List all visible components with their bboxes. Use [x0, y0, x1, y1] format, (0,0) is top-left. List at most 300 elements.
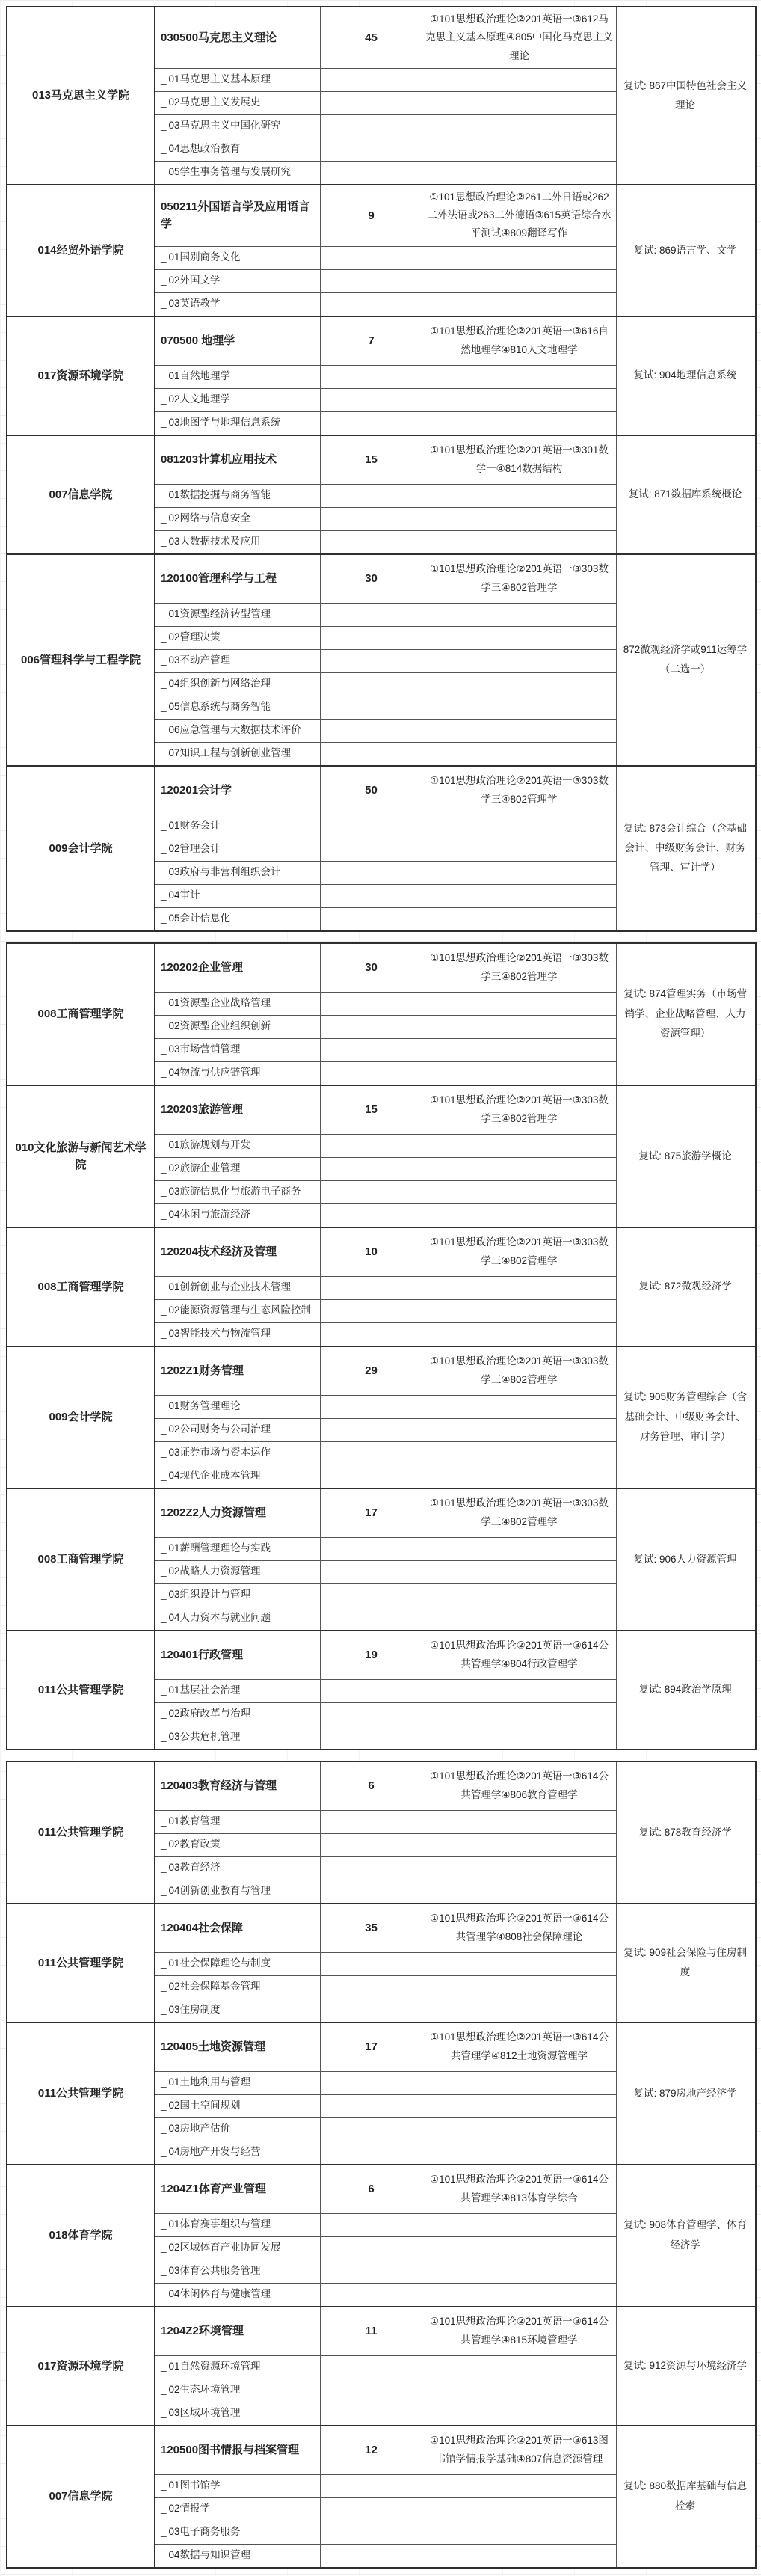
- empty-quota-cell: [321, 907, 422, 930]
- empty-quota-cell: [321, 1134, 422, 1157]
- empty-quota-cell: [321, 1203, 422, 1227]
- exam-subjects-cell: ①101思想政治理论②201英语一③303数学三④802管理学: [422, 1489, 617, 1537]
- college-cell: 007信息学院: [7, 2426, 155, 2567]
- direction-cell: _ 01薪酬管理理论与实践: [155, 1537, 321, 1560]
- direction-cell: _ 03房地产估价: [155, 2117, 321, 2141]
- college-group: [7, 2164, 755, 2306]
- direction-cell: _ 03体育公共服务管理: [155, 2260, 321, 2283]
- empty-quota-cell: [321, 1975, 422, 1999]
- empty-quota-cell: [321, 1560, 422, 1583]
- empty-quota-cell: [321, 1015, 422, 1038]
- empty-exam-cell: [422, 2236, 617, 2260]
- quota-cell: 15: [321, 1086, 422, 1134]
- direction-cell: _ 04现代企业成本管理: [155, 1465, 321, 1488]
- direction-cell: _ 01教育管理: [155, 1810, 321, 1833]
- direction-cell: _ 02政府改革与治理: [155, 1702, 321, 1726]
- major-cell: 120405土地资源管理: [155, 2023, 321, 2071]
- empty-exam-cell: [422, 411, 617, 435]
- exam-subjects-cell: ①101思想政治理论②201英语一③612马克思主义基本原理④805中国化马克思主义理论: [422, 7, 617, 68]
- empty-exam-cell: [422, 2544, 617, 2567]
- direction-cell: _ 05信息系统与商务智能: [155, 696, 321, 719]
- quota-cell: 10: [321, 1228, 422, 1276]
- direction-cell: _ 03大数据技术及应用: [155, 530, 321, 553]
- direction-cell: _ 02网络与信息安全: [155, 507, 321, 530]
- empty-quota-cell: [321, 1180, 422, 1203]
- empty-exam-cell: [422, 1299, 617, 1322]
- retest-cell: 复试: 869语言学、文学: [633, 244, 737, 256]
- direction-cell: _ 04思想政治教育: [155, 138, 321, 161]
- direction-cell: _ 03旅游信息化与旅游电子商务: [155, 1180, 321, 1203]
- major-cell: 1202Z1财务管理: [155, 1347, 321, 1395]
- empty-quota-cell: [321, 2521, 422, 2544]
- exam-subjects-cell: ①101思想政治理论②201英语一③614公共管理学④815环境管理学: [422, 2307, 617, 2355]
- empty-quota-cell: [321, 1038, 422, 1061]
- college-cell: 009会计学院: [7, 1347, 155, 1488]
- empty-exam-cell: [422, 1157, 617, 1180]
- major-cell: 1204Z2环境管理: [155, 2307, 321, 2355]
- empty-exam-cell: [422, 742, 617, 765]
- empty-exam-cell: [422, 2497, 617, 2521]
- empty-exam-cell: [422, 2355, 617, 2379]
- direction-cell: _ 02旅游企业管理: [155, 1157, 321, 1180]
- empty-exam-cell: [422, 1560, 617, 1583]
- direction-cell: _ 03电子商务服务: [155, 2521, 321, 2544]
- empty-exam-cell: [422, 1607, 617, 1630]
- college-cell: 011公共管理学院: [7, 1631, 155, 1749]
- retest-cell: 复试: 875旅游学概论: [638, 1150, 732, 1162]
- exam-subjects-cell: ①101思想政治理论②201英语一③303数学三④802管理学: [422, 1347, 617, 1395]
- empty-exam-cell: [422, 1880, 617, 1903]
- direction-cell: _ 01创新创业与企业技术管理: [155, 1276, 321, 1299]
- exam-subjects-cell: ①101思想政治理论②201英语一③614公共管理学④804行政管理学: [422, 1631, 617, 1679]
- quota-cell: 17: [321, 1489, 422, 1537]
- exam-subjects-cell: ①101思想政治理论②201英语一③303数学三④802管理学: [422, 1086, 617, 1134]
- major-cell: 081203计算机应用技术: [155, 436, 321, 484]
- college-group: [7, 944, 755, 1085]
- empty-exam-cell: [422, 1702, 617, 1726]
- college-cell: 008工商管理学院: [7, 1489, 155, 1630]
- direction-cell: _ 02资源型企业组织创新: [155, 1015, 321, 1038]
- major-cell: 120404社会保障: [155, 1904, 321, 1952]
- table-segment: [6, 942, 757, 1750]
- direction-cell: _ 01体育赛事组织与管理: [155, 2213, 321, 2236]
- table-segment: [6, 6, 757, 932]
- empty-quota-cell: [321, 2379, 422, 2402]
- major-cell: 120100管理科学与工程: [155, 555, 321, 603]
- direction-cell: _ 04审计: [155, 884, 321, 907]
- college-cell: 010文化旅游与新闻艺术学院: [7, 1086, 155, 1227]
- college-group: [7, 435, 755, 553]
- direction-cell: _ 04组织创新与网络治理: [155, 672, 321, 696]
- empty-quota-cell: [321, 2544, 422, 2567]
- empty-quota-cell: [321, 1952, 422, 1975]
- empty-quota-cell: [321, 1702, 422, 1726]
- empty-exam-cell: [422, 1038, 617, 1061]
- direction-cell: _ 02战略人力资源管理: [155, 1560, 321, 1583]
- empty-quota-cell: [321, 861, 422, 884]
- empty-quota-cell: [321, 742, 422, 765]
- empty-quota-cell: [321, 992, 422, 1015]
- exam-subjects-cell: ①101思想政治理论②201英语一③614公共管理学④813体育学综合: [422, 2165, 617, 2213]
- empty-quota-cell: [321, 1679, 422, 1702]
- college-cell: 017资源环境学院: [7, 2307, 155, 2425]
- empty-exam-cell: [422, 1537, 617, 1560]
- college-group: [7, 1085, 755, 1227]
- empty-exam-cell: [422, 884, 617, 907]
- college-cell: 011公共管理学院: [7, 1762, 155, 1903]
- direction-cell: _ 02管理会计: [155, 838, 321, 861]
- exam-subjects-cell: ①101思想政治理论②201英语一③303数学三④802管理学: [422, 555, 617, 603]
- empty-quota-cell: [321, 1465, 422, 1488]
- direction-cell: _ 02社会保障基金管理: [155, 1975, 321, 1999]
- empty-quota-cell: [321, 1441, 422, 1465]
- empty-quota-cell: [321, 1299, 422, 1322]
- quota-cell: 7: [321, 317, 422, 365]
- quota-cell: 30: [321, 555, 422, 603]
- college-cell: 009会计学院: [7, 767, 155, 930]
- direction-cell: _ 03政府与非营利组织会计: [155, 861, 321, 884]
- major-cell: 070500 地理学: [155, 317, 321, 365]
- empty-quota-cell: [321, 672, 422, 696]
- major-cell: 050211外国语言学及应用语言学: [155, 185, 321, 246]
- direction-cell: _ 01资源型经济转型管理: [155, 603, 321, 626]
- empty-quota-cell: [321, 1157, 422, 1180]
- quota-cell: 17: [321, 2023, 422, 2071]
- direction-cell: _ 01国别商务文化: [155, 246, 321, 269]
- empty-quota-cell: [321, 2497, 422, 2521]
- empty-quota-cell: [321, 484, 422, 507]
- college-group: [7, 1903, 755, 2022]
- empty-quota-cell: [321, 1810, 422, 1833]
- quota-cell: 12: [321, 2426, 422, 2474]
- direction-cell: _ 02马克思主义发展史: [155, 91, 321, 114]
- retest-cell: 复试: 873会计综合（含基础会计、中级财务会计、财务管理、审计学）: [623, 822, 748, 874]
- exam-subjects-cell: ①101思想政治理论②201英语一③616自然地理学④810人文地理学: [422, 317, 617, 365]
- direction-cell: _ 03公共危机管理: [155, 1726, 321, 1749]
- major-cell: 120203旅游管理: [155, 1086, 321, 1134]
- empty-quota-cell: [321, 269, 422, 292]
- empty-exam-cell: [422, 246, 617, 269]
- empty-quota-cell: [321, 603, 422, 626]
- direction-cell: _ 04房地产开发与经营: [155, 2141, 321, 2164]
- empty-exam-cell: [422, 2474, 617, 2497]
- college-group: [7, 316, 755, 435]
- retest-cell: 复试: 878教育经济学: [638, 1826, 732, 1838]
- empty-exam-cell: [422, 1418, 617, 1441]
- empty-quota-cell: [321, 2355, 422, 2379]
- empty-exam-cell: [422, 2521, 617, 2544]
- quota-cell: 11: [321, 2307, 422, 2355]
- college-cell: 013马克思主义学院: [7, 7, 155, 184]
- empty-exam-cell: [422, 696, 617, 719]
- direction-cell: _ 03教育经济: [155, 1856, 321, 1880]
- empty-quota-cell: [321, 696, 422, 719]
- empty-exam-cell: [422, 1015, 617, 1038]
- major-cell: 120201会计学: [155, 767, 321, 815]
- empty-exam-cell: [422, 365, 617, 388]
- empty-exam-cell: [422, 1203, 617, 1227]
- exam-subjects-cell: ①101思想政治理论②201英语一③614公共管理学④812土地资源管理学: [422, 2023, 617, 2071]
- empty-exam-cell: [422, 719, 617, 742]
- empty-exam-cell: [422, 815, 617, 838]
- empty-exam-cell: [422, 861, 617, 884]
- college-group: [7, 2306, 755, 2425]
- empty-quota-cell: [321, 1856, 422, 1880]
- empty-quota-cell: [321, 838, 422, 861]
- major-cell: 120500图书情报与档案管理: [155, 2426, 321, 2474]
- empty-exam-cell: [422, 114, 617, 138]
- direction-cell: _ 02国土空间规划: [155, 2094, 321, 2117]
- empty-quota-cell: [321, 388, 422, 411]
- direction-cell: _ 01财务管理理论: [155, 1395, 321, 1418]
- empty-exam-cell: [422, 2141, 617, 2164]
- retest-cell: 复试: 872微观经济学: [638, 1281, 732, 1292]
- empty-quota-cell: [321, 411, 422, 435]
- empty-quota-cell: [321, 1880, 422, 1903]
- quota-cell: 19: [321, 1631, 422, 1679]
- major-cell: 030500马克思主义理论: [155, 7, 321, 68]
- empty-exam-cell: [422, 2260, 617, 2283]
- empty-quota-cell: [321, 1537, 422, 1560]
- direction-cell: _ 03智能技术与物流管理: [155, 1322, 321, 1346]
- empty-exam-cell: [422, 2071, 617, 2094]
- empty-exam-cell: [422, 626, 617, 649]
- exam-subjects-cell: ①101思想政治理论②201英语一③613图书馆学情报学基础④807信息资源管理: [422, 2426, 617, 2474]
- empty-quota-cell: [321, 138, 422, 161]
- retest-cell: 复试: 871数据库系统概论: [628, 488, 742, 500]
- quota-cell: 35: [321, 1904, 422, 1952]
- direction-cell: _ 02生态环境管理: [155, 2379, 321, 2402]
- direction-cell: _ 04数据与知识管理: [155, 2544, 321, 2567]
- empty-exam-cell: [422, 1395, 617, 1418]
- empty-quota-cell: [321, 1061, 422, 1085]
- empty-quota-cell: [321, 815, 422, 838]
- exam-subjects-cell: ①101思想政治理论②261二外日语或262二外法语或263二外德语③615英语综合水平测试④809翻译写作: [422, 185, 617, 246]
- empty-exam-cell: [422, 292, 617, 316]
- direction-cell: _ 02管理决策: [155, 626, 321, 649]
- direction-cell: _ 01马克思主义基本原理: [155, 68, 321, 91]
- empty-quota-cell: [321, 2283, 422, 2306]
- direction-cell: _ 01基层社会治理: [155, 1679, 321, 1702]
- direction-cell: _ 01土地利用与管理: [155, 2071, 321, 2094]
- empty-quota-cell: [321, 2474, 422, 2497]
- empty-quota-cell: [321, 1833, 422, 1856]
- direction-cell: _ 03市场营销管理: [155, 1038, 321, 1061]
- direction-cell: _ 01图书馆学: [155, 2474, 321, 2497]
- retest-cell: 复试: 912资源与环境经济学: [623, 2360, 748, 2372]
- retest-cell: 复试: 874管理实务（市场营销学、企业战略管理、人力资源管理）: [623, 988, 748, 1039]
- direction-cell: _ 03地图学与地理信息系统: [155, 411, 321, 435]
- empty-exam-cell: [422, 1276, 617, 1299]
- empty-exam-cell: [422, 388, 617, 411]
- empty-exam-cell: [422, 1975, 617, 1999]
- empty-exam-cell: [422, 2379, 617, 2402]
- college-group: [7, 2425, 755, 2567]
- empty-quota-cell: [321, 1276, 422, 1299]
- empty-exam-cell: [422, 1952, 617, 1975]
- empty-exam-cell: [422, 672, 617, 696]
- empty-quota-cell: [321, 246, 422, 269]
- empty-exam-cell: [422, 992, 617, 1015]
- empty-exam-cell: [422, 907, 617, 930]
- empty-quota-cell: [321, 2260, 422, 2283]
- empty-quota-cell: [321, 2071, 422, 2094]
- empty-quota-cell: [321, 884, 422, 907]
- empty-quota-cell: [321, 1607, 422, 1630]
- empty-exam-cell: [422, 2117, 617, 2141]
- empty-quota-cell: [321, 68, 422, 91]
- direction-cell: _ 03不动产管理: [155, 649, 321, 672]
- retest-cell: 复试: 904地理信息系统: [633, 369, 737, 381]
- quota-cell: 30: [321, 944, 422, 992]
- empty-quota-cell: [321, 1395, 422, 1418]
- quota-cell: 29: [321, 1347, 422, 1395]
- direction-cell: _ 02公司财务与公司治理: [155, 1418, 321, 1441]
- exam-subjects-cell: ①101思想政治理论②201英语一③303数学三④802管理学: [422, 767, 617, 815]
- direction-cell: _ 01资源型企业战略管理: [155, 992, 321, 1015]
- empty-quota-cell: [321, 649, 422, 672]
- college-cell: 014经贸外语学院: [7, 185, 155, 316]
- empty-exam-cell: [422, 1726, 617, 1749]
- empty-quota-cell: [321, 719, 422, 742]
- exam-subjects-cell: ①101思想政治理论②201英语一③614公共管理学④806教育管理学: [422, 1762, 617, 1810]
- empty-exam-cell: [422, 649, 617, 672]
- college-cell: 008工商管理学院: [7, 1228, 155, 1346]
- major-cell: 120204技术经济及管理: [155, 1228, 321, 1276]
- retest-cell: 复试: 908体育管理学、体育经济学: [623, 2219, 748, 2251]
- empty-exam-cell: [422, 1999, 617, 2022]
- direction-cell: _ 06应急管理与大数据技术评价: [155, 719, 321, 742]
- exam-subjects-cell: ①101思想政治理论②201英语一③614公共管理学④808社会保障理论: [422, 1904, 617, 1952]
- table-segment: [6, 1761, 757, 2569]
- college-cell: 006管理科学与工程学院: [7, 555, 155, 765]
- college-group: [7, 1488, 755, 1630]
- direction-cell: _ 02能源资源管理与生态风险控制: [155, 1299, 321, 1322]
- direction-cell: _ 04休闲与旅游经济: [155, 1203, 321, 1227]
- direction-cell: _ 05学生事务管理与发展研究: [155, 161, 321, 184]
- empty-quota-cell: [321, 292, 422, 316]
- direction-cell: _ 03区域环境管理: [155, 2402, 321, 2425]
- empty-quota-cell: [321, 2141, 422, 2164]
- college-cell: 011公共管理学院: [7, 1904, 155, 2022]
- direction-cell: _ 02教育政策: [155, 1833, 321, 1856]
- major-cell: 120202企业管理: [155, 944, 321, 992]
- retest-cell: 复试: 894政治学原理: [638, 1684, 732, 1696]
- empty-exam-cell: [422, 530, 617, 553]
- empty-exam-cell: [422, 1441, 617, 1465]
- empty-exam-cell: [422, 1061, 617, 1085]
- empty-quota-cell: [321, 365, 422, 388]
- empty-exam-cell: [422, 484, 617, 507]
- college-group: [7, 7, 755, 184]
- quota-cell: 50: [321, 767, 422, 815]
- empty-quota-cell: [321, 2213, 422, 2236]
- direction-cell: _ 04休闲体育与健康管理: [155, 2283, 321, 2306]
- empty-exam-cell: [422, 1679, 617, 1702]
- quota-cell: 45: [321, 7, 422, 68]
- direction-cell: _ 04物流与供应链管理: [155, 1061, 321, 1085]
- retest-cell: 复试: 905财务管理综合（含基础会计、中级财务会计、财务管理、审计学）: [623, 1391, 748, 1442]
- direction-cell: _ 01财务会计: [155, 815, 321, 838]
- college-group: [7, 1762, 755, 1903]
- empty-exam-cell: [422, 507, 617, 530]
- quota-cell: 6: [321, 2165, 422, 2213]
- major-cell: 120403教育经济与管理: [155, 1762, 321, 1810]
- empty-quota-cell: [321, 1726, 422, 1749]
- retest-cell: 复试: 867中国特色社会主义理论: [623, 79, 748, 111]
- direction-cell: _ 01数据挖掘与商务智能: [155, 484, 321, 507]
- college-cell: 018体育学院: [7, 2165, 155, 2306]
- empty-quota-cell: [321, 626, 422, 649]
- major-cell: 120401行政管理: [155, 1631, 321, 1679]
- empty-exam-cell: [422, 68, 617, 91]
- direction-cell: _ 04人力资本与就业问题: [155, 1607, 321, 1630]
- college-cell: 007信息学院: [7, 436, 155, 553]
- empty-quota-cell: [321, 530, 422, 553]
- college-group: [7, 1227, 755, 1346]
- empty-exam-cell: [422, 2402, 617, 2425]
- direction-cell: _ 02人文地理学: [155, 388, 321, 411]
- direction-cell: _ 03证券市场与资本运作: [155, 1441, 321, 1465]
- empty-exam-cell: [422, 1583, 617, 1607]
- direction-cell: _ 02区域体育产业协同发展: [155, 2236, 321, 2260]
- college-group: [7, 765, 755, 930]
- empty-exam-cell: [422, 91, 617, 114]
- empty-exam-cell: [422, 1833, 617, 1856]
- retest-cell: 复试: 906人力资源管理: [633, 1553, 737, 1565]
- college-group: [7, 1630, 755, 1749]
- college-cell: 017资源环境学院: [7, 317, 155, 435]
- exam-subjects-cell: ①101思想政治理论②201英语一③303数学三④802管理学: [422, 944, 617, 992]
- empty-quota-cell: [321, 1999, 422, 2022]
- direction-cell: _ 01自然地理学: [155, 365, 321, 388]
- empty-exam-cell: [422, 1134, 617, 1157]
- direction-cell: _ 01旅游规划与开发: [155, 1134, 321, 1157]
- college-group: [7, 184, 755, 316]
- empty-quota-cell: [321, 1583, 422, 1607]
- empty-quota-cell: [321, 2236, 422, 2260]
- empty-quota-cell: [321, 91, 422, 114]
- empty-exam-cell: [422, 1856, 617, 1880]
- college-group: [7, 1346, 755, 1488]
- empty-quota-cell: [321, 1418, 422, 1441]
- empty-exam-cell: [422, 603, 617, 626]
- empty-quota-cell: [321, 114, 422, 138]
- empty-quota-cell: [321, 2094, 422, 2117]
- direction-cell: _ 03组织设计与管理: [155, 1583, 321, 1607]
- direction-cell: _ 03马克思主义中国化研究: [155, 114, 321, 138]
- direction-cell: _ 07知识工程与创新创业管理: [155, 742, 321, 765]
- quota-cell: 15: [321, 436, 422, 484]
- retest-cell: 复试: 909社会保险与住房制度: [623, 1946, 748, 1978]
- direction-cell: _ 05会计信息化: [155, 907, 321, 930]
- direction-cell: _ 01社会保障理论与制度: [155, 1952, 321, 1975]
- empty-quota-cell: [321, 507, 422, 530]
- college-cell: 011公共管理学院: [7, 2023, 155, 2164]
- quota-cell: 9: [321, 185, 422, 246]
- empty-exam-cell: [422, 1180, 617, 1203]
- exam-subjects-cell: ①101思想政治理论②201英语一③301数学一④814数据结构: [422, 436, 617, 484]
- empty-quota-cell: [321, 2117, 422, 2141]
- empty-exam-cell: [422, 1465, 617, 1488]
- direction-cell: _ 02外国文学: [155, 269, 321, 292]
- empty-exam-cell: [422, 838, 617, 861]
- direction-cell: _ 01自然资源环境管理: [155, 2355, 321, 2379]
- direction-cell: _ 02情报学: [155, 2497, 321, 2521]
- empty-exam-cell: [422, 1810, 617, 1833]
- college-cell: 008工商管理学院: [7, 944, 155, 1085]
- college-group: [7, 553, 755, 765]
